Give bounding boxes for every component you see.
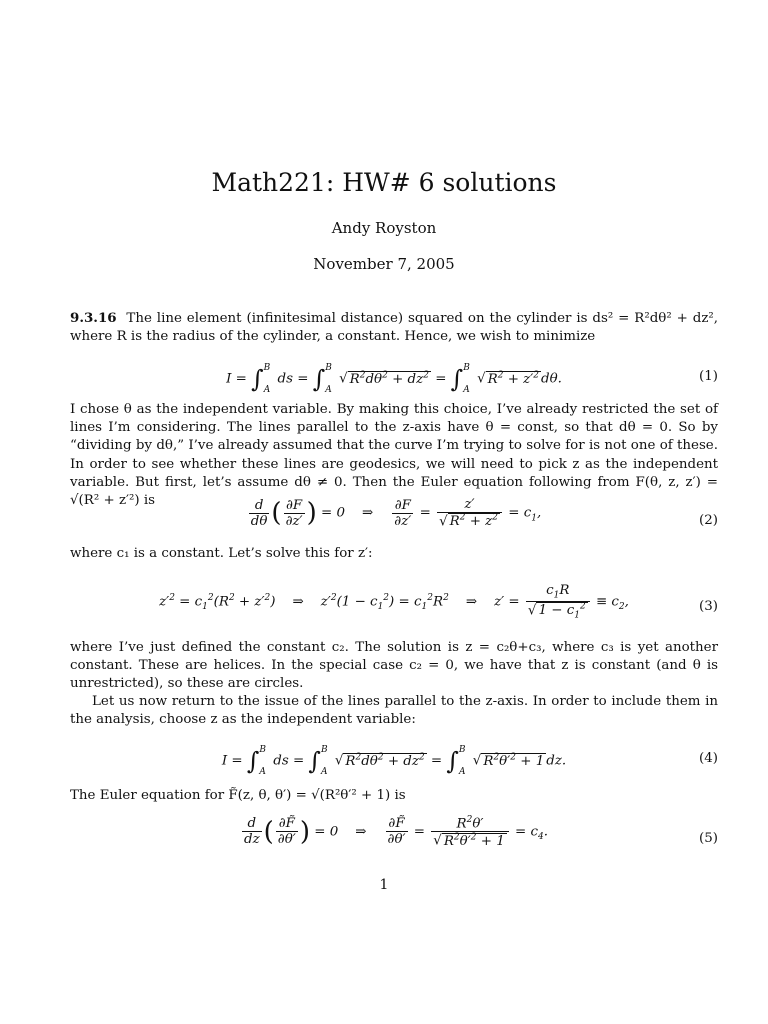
equation-4 [70,739,718,783]
equation-number: (4) [699,751,718,766]
equation-number: (1) [699,369,718,384]
paragraph-euler-equation: The Euler equation for F̃(z, θ, θ′) = √(R²θ′² + 1) is [70,788,406,803]
paragraph-text: The line element (infinitesimal distance) squared on the cylinder is ds² = R²dθ² + dz², where R is the radius of the cylinder, a constant. Hence, we wish to minimize [70,311,718,345]
equation-body: I = ∫ B A ds = ∫ B A √ $R^2d\theta^2 + dz^2$ = ∫ B A √ $R^2\theta'^2 + 1$ dz. [221,745,567,777]
equation-3 [70,583,718,631]
equation-body: $\frac{d}{d\theta}$ ( $\frac{\partial F}{\partial z'}$ ) = 0 ⇒ $\frac{\partial F}{\partial z'}$ = $\frac{z'}{√ R^2 + z^2}$ = $c_1$, [250,497,542,530]
equation-number: (2) [699,513,718,528]
equation-body: $\frac{d}{dz}$ ( $\frac{\partial F̃}{\partial\theta'}$ ) = 0 ⇒ $\frac{\partial F̃}{\partial\theta'}$ = $\frac{R^2\theta'}{√ R^2\theta'^2 + 1}$ = $c_4$. [244,815,548,849]
equation-1 [70,357,718,401]
equation-5 [70,815,718,863]
paragraph-z-axis-lines: Let us now return to the issue of the lines parallel to the z-axis. In order to include them in the analysis, choose z as the independent variable: [70,694,718,728]
problem-label: 9.3.16 [70,310,117,326]
document-title: Math221: HW# 6 solutions [211,168,557,197]
author-name: Andy Royston [331,219,437,237]
page-number: 1 [379,877,389,893]
paragraph-helices: where I’ve just defined the constant c₂. The solution is z = c₂θ+c₃, where c₃ is yet another constant. These are helices. In the special case c₂ = 0, we have that z is constant (and θ is unrestricted), so these are circles. [70,640,718,692]
equation-number: (3) [699,599,718,614]
document-date: November 7, 2005 [313,255,455,273]
equation-2 [70,497,718,543]
equation-body: I = ∫ B A ds = ∫ B A √ $R^2d\theta^2 + dz^2$ = ∫ B A √ $R^2 + z'^2$ dθ. [226,363,562,395]
equation-body: $z'^2 = c_1^2(R^2 + z'^2)$ ⇒ $z'^2(1 - c_1^2) = c_1^2R^2$ ⇒ z′ = $\frac{c_1R}{√ 1 - c_1^2}$ ≡ $c_2$, [159,583,629,621]
paragraph-independent-variable: I chose θ as the independent variable. By making this choice, I’ve already restricted the set of lines I’m considering. The lines parallel to the z-axis have θ = const, so that dθ = 0. So by “dividing by dθ,” I’ve already assumed that the curve I’m trying to solve for is not one of these. In order to see whether these lines are geodesics, we will need to pick z as the independent variable. But first, let’s assume dθ ≠ 0. Then the Euler equation following from F(θ, z, z′) = √(R² + z′²) is [70,402,718,509]
paragraph-solve-z: where c₁ is a constant. Let’s solve this for z′: [70,546,373,561]
paragraph-problem-intro [70,309,718,346]
equation-number: (5) [699,831,718,846]
